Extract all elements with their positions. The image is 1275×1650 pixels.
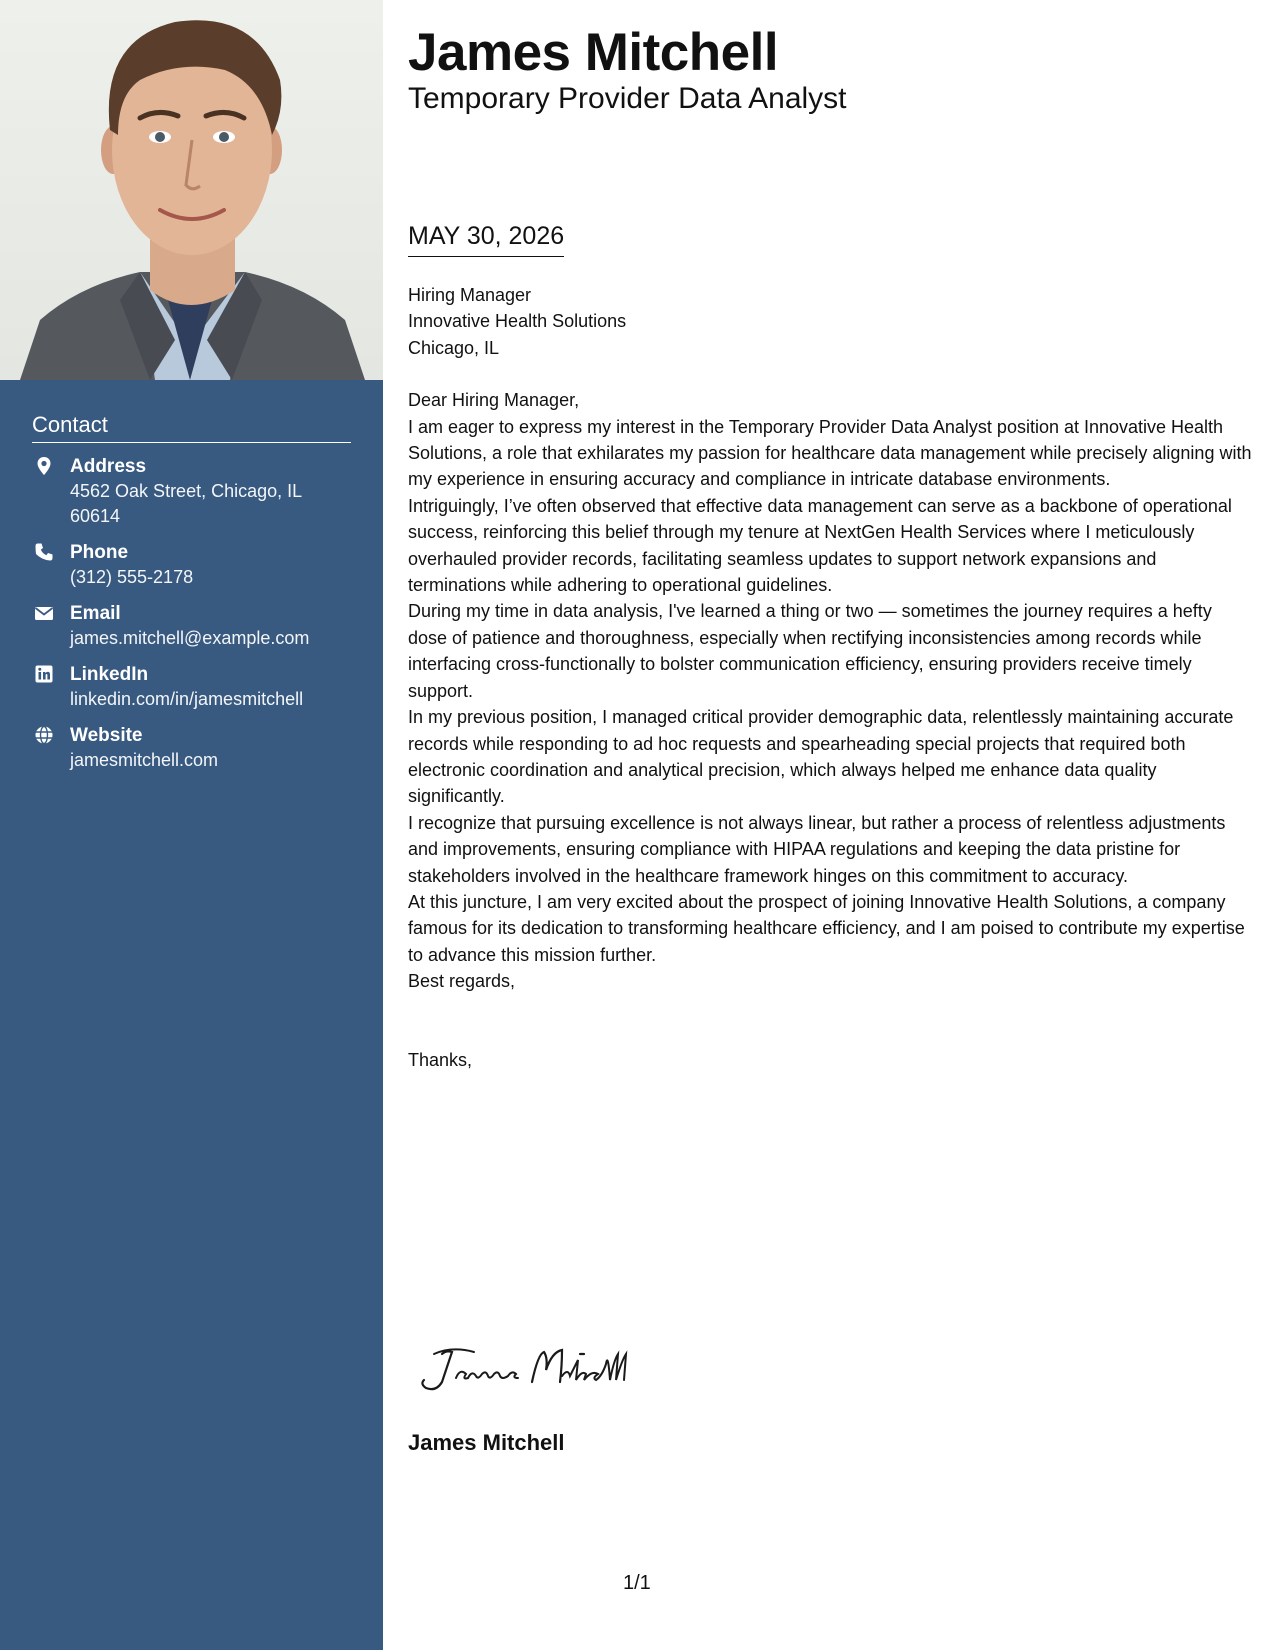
contact-address [32, 455, 351, 529]
phone-label: Phone [70, 542, 129, 563]
map-pin-icon [34, 456, 54, 476]
phone-value: (312) 555-2178 [70, 567, 194, 587]
contact-website [32, 724, 351, 773]
address-value: 4562 Oak Street, Chicago, IL 60614 [70, 481, 302, 526]
closing: Best regards, [408, 971, 516, 992]
contact-linkedin [32, 663, 351, 712]
sidebar [0, 0, 383, 1650]
recipient-block [408, 282, 1253, 361]
letter-date: MAY 30, 2026 [408, 222, 564, 257]
address-label: Address [70, 456, 147, 477]
page-number: 1/1 [623, 1572, 651, 1594]
salutation: Dear Hiring Manager, [408, 390, 580, 411]
contact-email [32, 602, 351, 651]
applicant-name: James Mitchell [408, 23, 779, 82]
linkedin-value[interactable]: linkedin.com/in/jamesmitchell [70, 689, 304, 709]
envelope-icon [34, 603, 54, 623]
signer-name: James Mitchell [408, 1430, 565, 1455]
recipient-line: Hiring Manager [408, 285, 532, 305]
signature-image [412, 1340, 672, 1400]
linkedin-icon [34, 664, 54, 684]
website-label: Website [70, 725, 143, 746]
paragraph: I recognize that pursuing excellence is not always linear, but rather a process of relentless adjustments and improvements, ensuring compliance with HIPAA regulations and keeping the data pristine for stakeholders involved in the healthcare framework hinges on this commitment to accuracy. [408, 812, 1226, 886]
job-title: Temporary Provider Data Analyst [408, 82, 847, 115]
email-label: Email [70, 603, 121, 624]
thanks: Thanks, [408, 1049, 473, 1070]
website-value[interactable]: jamesmitchell.com [70, 750, 219, 770]
contact-phone [32, 541, 351, 590]
phone-icon [34, 542, 54, 562]
paragraph: Intriguingly, I’ve often observed that effective data management can serve as a backbone of operational success, reinforcing this belief through my tenure at NextGen Health Services where I meticulously overhauled provider records, facilitating seamless updates to support network expansions and terminations while adhering to operational guidelines. [408, 495, 1232, 596]
recipient-line: Innovative Health Solutions [408, 311, 627, 332]
recipient-line: Chicago, IL [408, 337, 500, 358]
letter-body [408, 282, 1253, 1073]
paragraph: In my previous position, I managed critical provider demographic data, relentlessly maintaining accurate records while responding to ad hoc requests and spearheading special projects that required both electronic coordination and analytical precision, which always helped me enhance data quality significantly. [408, 707, 1234, 807]
contact-section [32, 412, 351, 773]
paragraph: I am eager to express my interest in the Temporary Provider Data Analyst position at Innovative Health Solutions, a role that exhilarates my passion for healthcare data management while precisely aligning with my experience in ensuring accuracy and compliance in intricate database environments. [408, 416, 1252, 490]
profile-photo [0, 0, 383, 380]
portrait-illustration [0, 0, 383, 380]
linkedin-label: LinkedIn [70, 664, 149, 685]
globe-icon [34, 725, 54, 745]
paragraph: At this juncture, I am very excited about the prospect of joining Innovative Health Solutions, a company famous for its dedication to transforming healthcare efficiency, and I am poised to contribute my expertise to advance this mission further. [408, 891, 1245, 965]
paragraph: During my time in data analysis, I've learned a thing or two — sometimes the journey requires a hefty dose of patience and thoroughness, especially when rectifying inconsistencies among records while interfacing cross-functionally to bolster communication efficiency, ensuring providers receive timely support. [408, 601, 1212, 701]
email-value[interactable]: james.mitchell@example.com [70, 628, 310, 648]
contact-heading: Contact [32, 412, 351, 443]
